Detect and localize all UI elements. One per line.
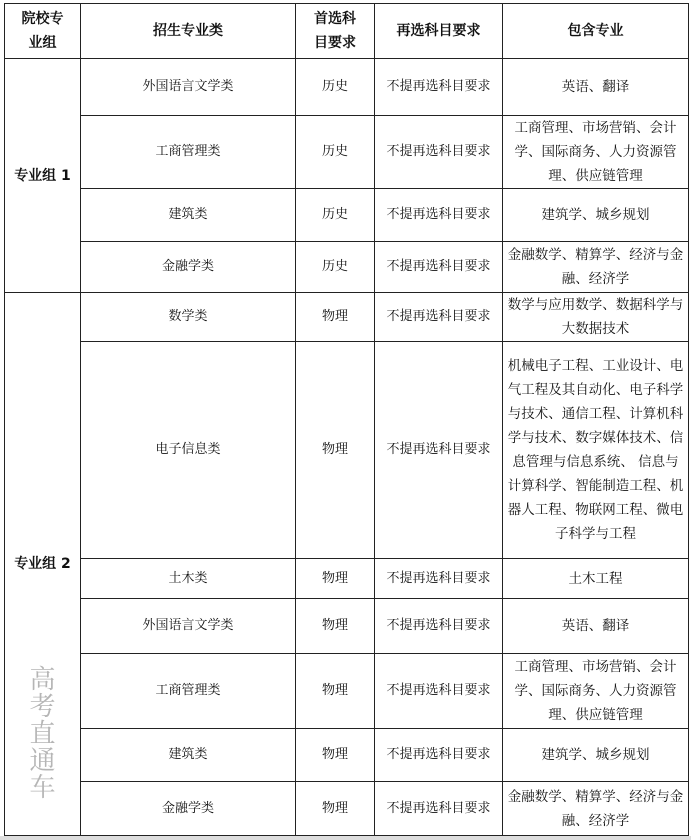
table-row [5,729,689,782]
first-subject-cell: 物理 [296,599,375,654]
category-cell: 工商管理类 [81,654,296,729]
second-subject-cell: 不提再选科目要求 [375,782,503,836]
category-cell: 外国语言文学类 [81,59,296,116]
second-subject-cell: 不提再选科目要求 [375,559,503,599]
table-row [5,116,689,189]
table-row [5,189,689,242]
second-subject-cell: 不提再选科目要求 [375,729,503,782]
second-subject-cell: 不提再选科目要求 [375,189,503,242]
header-row [5,4,689,59]
first-subject-cell: 物理 [296,559,375,599]
majors-cell: 机械电子工程、工业设计、电气工程及其自动化、电子科学与技术、通信工程、计算机科学与技术、数字媒体技术、信息管理与信息系统、 信息与计算科学、智能制造工程、机器人工程、物联网工程、微电子科学与工程 [503,342,689,559]
first-subject-cell: 物理 [296,342,375,559]
first-subject-cell: 历史 [296,189,375,242]
first-subject-cell: 物理 [296,729,375,782]
first-subject-cell: 物理 [296,654,375,729]
table-row [5,782,689,836]
table-row [5,59,689,116]
watermark: 高考直通车 [25,665,55,800]
majors-cell: 金融数学、精算学、经济与金融、经济学 [503,782,689,836]
majors-cell: 工商管理、市场营销、会计学、国际商务、人力资源管理、供应链管理 [503,116,689,189]
second-subject-cell: 不提再选科目要求 [375,293,503,342]
category-cell: 金融学类 [81,782,296,836]
table-row [5,242,689,293]
majors-cell: 金融数学、精算学、经济与金融、经济学 [503,242,689,293]
second-subject-cell: 不提再选科目要求 [375,59,503,116]
category-cell: 电子信息类 [81,342,296,559]
category-cell: 外国语言文学类 [81,599,296,654]
second-subject-cell: 不提再选科目要求 [375,599,503,654]
second-subject-cell: 不提再选科目要求 [375,242,503,293]
majors-cell: 建筑学、城乡规划 [503,189,689,242]
second-subject-cell: 不提再选科目要求 [375,116,503,189]
table-row [5,599,689,654]
bottom-bar [0,836,691,840]
first-subject-cell: 历史 [296,59,375,116]
majors-cell: 英语、翻译 [503,599,689,654]
majors-cell: 英语、翻译 [503,59,689,116]
table-row [5,559,689,599]
table-row [5,293,689,342]
header-group: 院校专业组 [5,4,81,59]
first-subject-cell: 物理 [296,782,375,836]
category-cell: 建筑类 [81,189,296,242]
group-name-cell: 专业组 2 [5,293,81,836]
header-category: 招生专业类 [81,4,296,59]
header-first-subject: 首选科目要求 [296,4,375,59]
second-subject-cell: 不提再选科目要求 [375,342,503,559]
header-second-subject: 再选科目要求 [375,4,503,59]
second-subject-cell: 不提再选科目要求 [375,654,503,729]
majors-cell: 土木工程 [503,559,689,599]
first-subject-cell: 物理 [296,293,375,342]
category-cell: 建筑类 [81,729,296,782]
category-cell: 数学类 [81,293,296,342]
group-name-cell: 专业组 1 [5,59,81,293]
first-subject-cell: 历史 [296,116,375,189]
majors-cell: 建筑学、城乡规划 [503,729,689,782]
table-row [5,342,689,559]
category-cell: 工商管理类 [81,116,296,189]
majors-cell: 工商管理、市场营销、会计学、国际商务、人力资源管理、供应链管理 [503,654,689,729]
category-cell: 金融学类 [81,242,296,293]
first-subject-cell: 历史 [296,242,375,293]
table-row [5,654,689,729]
header-majors: 包含专业 [503,4,689,59]
category-cell: 土木类 [81,559,296,599]
majors-cell: 数学与应用数学、数据科学与大数据技术 [503,293,689,342]
admission-table [4,3,689,836]
